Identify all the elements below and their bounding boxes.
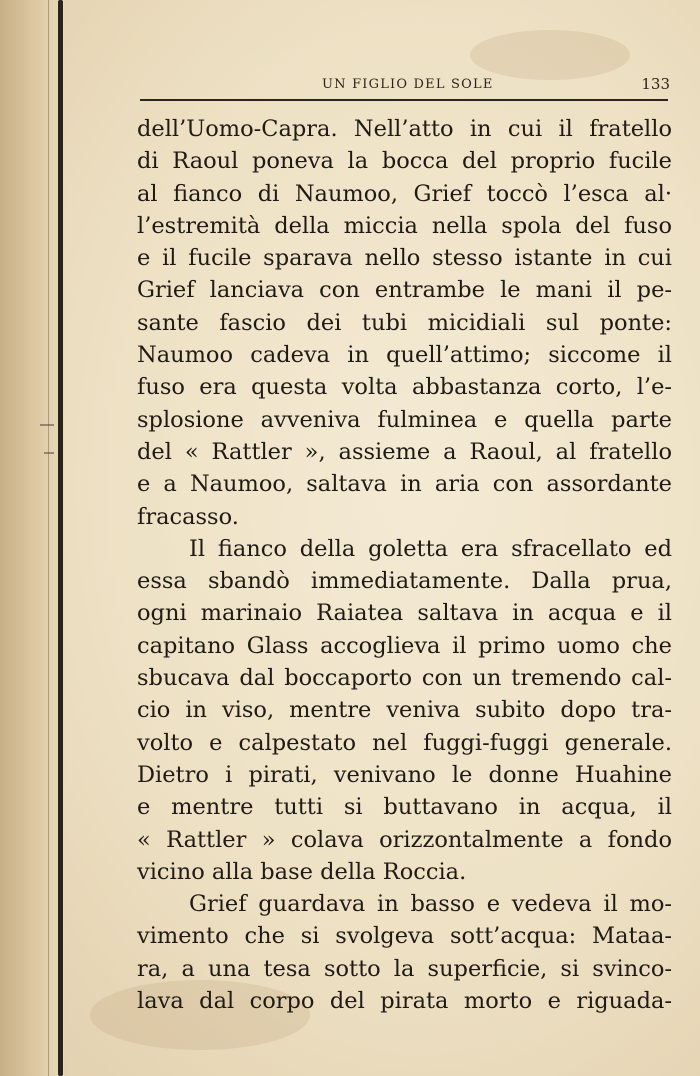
text-line: l’estremità della miccia nella spola del fuso <box>137 212 672 239</box>
text-line: di Raoul poneva la bocca del proprio fucile <box>137 148 672 175</box>
text-line: Naumoo cadeva in quell’attimo; siccome il <box>137 342 672 369</box>
text-line: sbucava dal boccaporto con un tremendo cal- <box>137 665 672 692</box>
text-line: e a Naumoo, saltava in aria con assordante <box>137 471 672 498</box>
text-line: ogni marinaio Raiatea saltava in acqua e il <box>137 600 672 627</box>
text-line: fuso era questa volta abbastanza corto, l’e- <box>137 374 672 401</box>
text-line: sante fascio dei tubi micidiali sul ponte: <box>137 309 672 336</box>
text-line: ra, a una tesa sotto la superficie, si svinco- <box>137 955 672 982</box>
header-rule <box>140 99 668 101</box>
running-title: UN FIGLIO DEL SOLE <box>322 77 494 92</box>
text-line: « Rattler » colava orizzontalmente a fondo <box>137 826 672 853</box>
binding-fold <box>0 0 64 1076</box>
paper-stain <box>470 30 630 80</box>
text-line: dell’Uomo-Capra. Nell’atto in cui il fratello <box>137 116 672 142</box>
text-line: e mentre tutti si buttavano in acqua, il <box>137 794 672 821</box>
text-line: al fianco di Naumoo, Grief toccò l’esca al· <box>137 180 672 207</box>
text-line: Il fianco della goletta era sfracellato ed <box>189 535 672 562</box>
text-line: lava dal corpo del pirata morto e riguada- <box>137 988 672 1015</box>
text-line: e il fucile sparava nello stesso istante in cui <box>137 245 672 272</box>
text-line: fracasso. <box>137 503 239 530</box>
margin-mark <box>40 424 54 426</box>
text-line: Grief guardava in basso e vedeva il mo- <box>189 891 672 918</box>
text-line: cio in viso, mentre veniva subito dopo tra- <box>137 697 672 724</box>
text-line: del « Rattler », assieme a Raoul, al fratello <box>137 438 672 465</box>
margin-mark <box>44 452 54 454</box>
binding-edge <box>58 0 63 1076</box>
text-line: Grief lanciava con entrambe le mani il pe- <box>137 277 672 304</box>
page-header <box>140 74 670 98</box>
body-text <box>137 113 672 1017</box>
text-line: volto e calpestato nel fuggi-fuggi generale. <box>137 729 672 756</box>
text-line: Dietro i pirati, venivano le donne Huahine <box>137 761 672 788</box>
text-line: vimento che si svolgeva sott’acqua: Mataa- <box>137 923 672 950</box>
binding-shadow-line <box>48 0 49 1076</box>
text-line: essa sbandò immediatamente. Dalla prua, <box>137 568 672 595</box>
text-line: capitano Glass accoglieva il primo uomo che <box>137 632 672 659</box>
page-number: 133 <box>641 75 670 93</box>
text-line: vicino alla base della Roccia. <box>137 858 467 885</box>
text-line: splosione avveniva fulminea e quella parte <box>137 406 672 433</box>
